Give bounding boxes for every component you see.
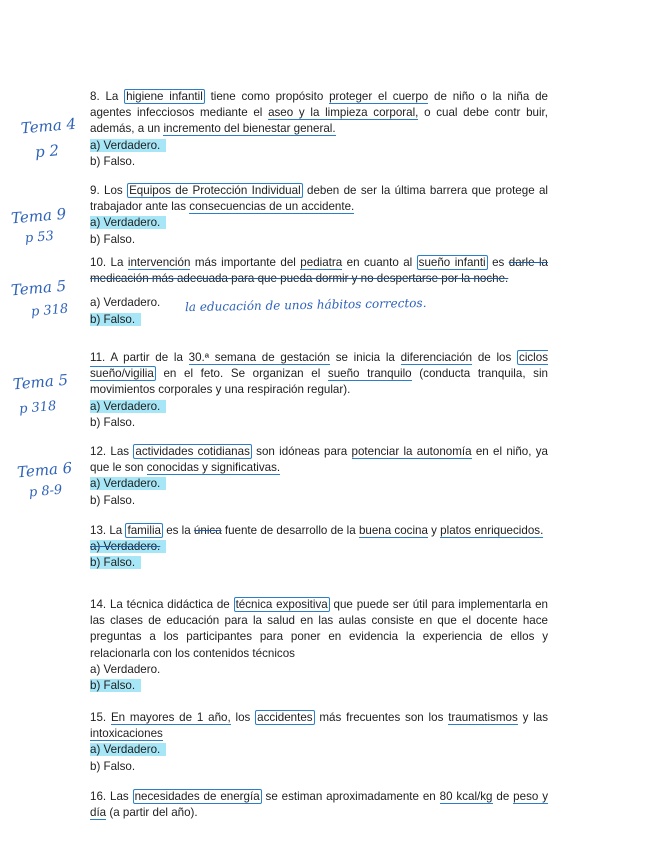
question-text: 11. A partir de la 30.ª semana de gestación se inicia la diferenciación de los ciclos sueño/vigilia en el feto. Se organizan el sueño tranquilo (conducta tranquila, sin movimientos corporales y una respiración regular). xyxy=(90,351,549,397)
margin-note-tema: Tema 6 xyxy=(16,458,73,482)
margin-note-tema: Tema 9 xyxy=(10,204,67,228)
question-10 xyxy=(90,255,548,328)
margin-note-5 xyxy=(16,460,74,503)
option-a[interactable]: a) Verdadero. xyxy=(90,662,161,676)
question-8 xyxy=(90,89,548,170)
margin-note-3 xyxy=(10,278,69,323)
option-b[interactable]: b) Falso. xyxy=(90,312,548,328)
option-a[interactable]: a) Verdadero. xyxy=(90,399,548,415)
question-text: 10. La intervención más importante del pediatra en cuanto al sueño infanti es darle la medicación más adecuada para que pueda dormir y no despertarse por la noche. xyxy=(90,256,549,286)
margin-note-1 xyxy=(20,116,79,163)
margin-note-page: p 318 xyxy=(30,301,69,320)
question-text: 13. La familia es la única fuente de desarrollo de la buena cocina y platos enriquecidos. xyxy=(90,524,544,537)
margin-note-page: p 8-9 xyxy=(28,482,63,501)
margin-note-tema: Tema 5 xyxy=(12,370,69,394)
option-a[interactable]: a) Verdadero. xyxy=(90,742,548,758)
handwritten-note-q10: la educación de unos hábitos correctos. xyxy=(184,295,427,315)
margin-note-4 xyxy=(12,372,71,419)
question-text: 16. Las necesidades de energía se estiman aproximadamente en 80 kcal/kg de peso y día (a partir del año). xyxy=(90,790,548,820)
question-14 xyxy=(90,597,548,694)
margin-note-tema: Tema 5 xyxy=(10,276,67,300)
question-13 xyxy=(90,523,548,572)
option-b[interactable]: b) Falso. xyxy=(90,415,136,429)
option-a[interactable]: a) Verdadero. xyxy=(90,138,548,154)
question-12 xyxy=(90,444,548,509)
option-b[interactable]: b) Falso. xyxy=(90,678,548,694)
margin-note-tema: Tema 4 xyxy=(20,114,77,138)
question-text: 9. Los Equipos de Protección Individual deben de ser la última barrera que protege al trabajador ante las consecuencias de un accidente. xyxy=(90,184,549,214)
question-text: 14. La técnica didáctica de técnica expositiva que puede ser útil para implementarla en las clases de educación para la salud en las aulas consiste en que el docente hace preguntas a los participantes para poner en evidencia la experiencia de ellos y relacionarla con los contenidos técnicos xyxy=(90,598,548,660)
question-text: 15. En mayores de 1 año, los accidentes más frecuentes son los traumatismos y las intoxicaciones xyxy=(90,711,549,741)
question-15 xyxy=(90,710,548,775)
option-b[interactable]: b) Falso. xyxy=(90,759,136,773)
question-16 xyxy=(90,789,548,821)
question-text: 12. Las actividades cotidianas son idóneas para potenciar la autonomía en el niño, ya que le son conocidas y significativas. xyxy=(90,445,548,475)
margin-note-page: p 53 xyxy=(24,228,55,247)
option-a[interactable]: a) Verdadero. xyxy=(90,215,548,231)
margin-note-page: p 2 xyxy=(34,141,60,162)
question-9 xyxy=(90,183,548,248)
option-a[interactable]: a) Verdadero. xyxy=(90,296,161,310)
option-a[interactable]: a) Verdadero. xyxy=(90,476,548,492)
option-b[interactable]: b) Falso. xyxy=(90,555,548,571)
option-b[interactable]: b) Falso. xyxy=(90,232,136,246)
question-text: 8. La higiene infantil tiene como propósito proteger el cuerpo de niño o la niña de agentes infecciosos mediante el aseo y la limpieza corporal, o cual debe contr buir, además, a un incremento del bienestar general. xyxy=(90,90,548,136)
option-a[interactable]: a) Verdadero. xyxy=(90,539,548,555)
option-b[interactable]: b) Falso. xyxy=(90,154,136,168)
margin-note-page: p 318 xyxy=(18,398,57,417)
margin-note-2 xyxy=(10,206,68,249)
question-11 xyxy=(90,350,548,431)
option-b[interactable]: b) Falso. xyxy=(90,493,136,507)
